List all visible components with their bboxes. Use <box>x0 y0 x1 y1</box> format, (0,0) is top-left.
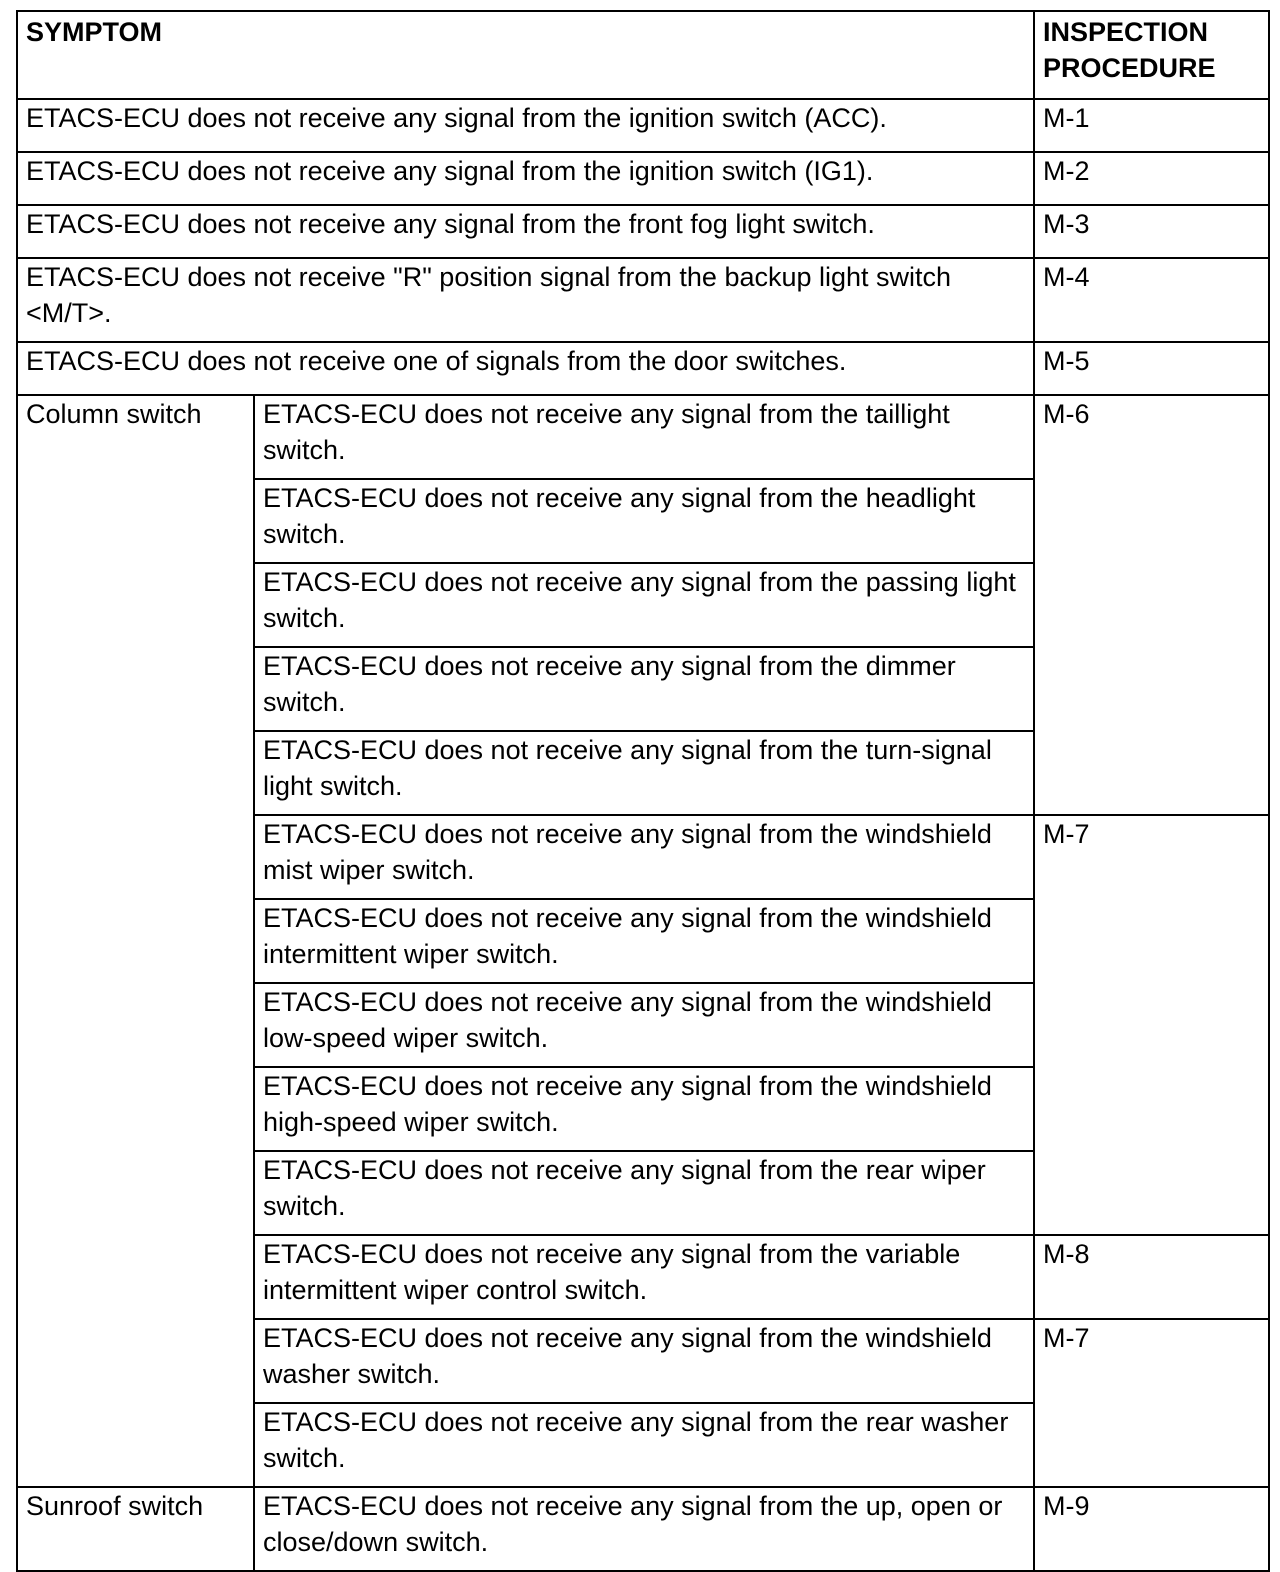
procedure-cell: M-1 <box>1034 99 1269 152</box>
procedure-cell: M-6 <box>1034 395 1269 815</box>
table-row <box>17 342 1269 395</box>
procedure-cell: M-2 <box>1034 152 1269 205</box>
symptom-cell: ETACS-ECU does not receive any signal from the up, open or close/down switch. <box>254 1487 1034 1571</box>
table-row <box>17 1487 1269 1571</box>
table-row <box>17 258 1269 342</box>
symptom-table <box>16 10 1270 1572</box>
symptom-cell: ETACS-ECU does not receive any signal from the windshield high-speed wiper switch. <box>254 1067 1034 1151</box>
symptom-cell: ETACS-ECU does not receive any signal from the windshield mist wiper switch. <box>254 815 1034 899</box>
procedure-cell: M-8 <box>1034 1235 1269 1319</box>
procedure-cell: M-5 <box>1034 342 1269 395</box>
symptom-cell: ETACS-ECU does not receive any signal from the windshield washer switch. <box>254 1319 1034 1403</box>
column-switch-label: Column switch <box>17 395 254 1487</box>
symptom-cell: ETACS-ECU does not receive any signal from the passing light switch. <box>254 563 1034 647</box>
procedure-header: INSPECTION PROCEDURE <box>1034 11 1269 99</box>
symptom-cell: ETACS-ECU does not receive any signal from the headlight switch. <box>254 479 1034 563</box>
table-row <box>17 152 1269 205</box>
table-row <box>17 205 1269 258</box>
table-row <box>17 99 1269 152</box>
symptom-cell: ETACS-ECU does not receive any signal from the ignition switch (ACC). <box>17 99 1034 152</box>
procedure-cell: M-7 <box>1034 1319 1269 1487</box>
symptom-cell: ETACS-ECU does not receive any signal from the taillight switch. <box>254 395 1034 479</box>
table-row <box>17 395 1269 479</box>
procedure-cell: M-4 <box>1034 258 1269 342</box>
header-row <box>17 11 1269 99</box>
symptom-header: SYMPTOM <box>17 11 1034 99</box>
symptom-cell: ETACS-ECU does not receive any signal from the dimmer switch. <box>254 647 1034 731</box>
symptom-cell: ETACS-ECU does not receive any signal from the rear wiper switch. <box>254 1151 1034 1235</box>
procedure-cell: M-7 <box>1034 815 1269 1235</box>
symptom-cell: ETACS-ECU does not receive one of signals from the door switches. <box>17 342 1034 395</box>
symptom-cell: ETACS-ECU does not receive any signal from the windshield intermittent wiper switch. <box>254 899 1034 983</box>
symptom-cell: ETACS-ECU does not receive "R" position signal from the backup light switch <M/T>. <box>17 258 1034 342</box>
procedure-cell: M-3 <box>1034 205 1269 258</box>
symptom-cell: ETACS-ECU does not receive any signal from the rear washer switch. <box>254 1403 1034 1487</box>
symptom-cell: ETACS-ECU does not receive any signal from the variable intermittent wiper control switch. <box>254 1235 1034 1319</box>
symptom-cell: ETACS-ECU does not receive any signal from the windshield low-speed wiper switch. <box>254 983 1034 1067</box>
symptom-cell: ETACS-ECU does not receive any signal from the front fog light switch. <box>17 205 1034 258</box>
symptom-cell: ETACS-ECU does not receive any signal from the ignition switch (IG1). <box>17 152 1034 205</box>
symptom-cell: ETACS-ECU does not receive any signal from the turn-signal light switch. <box>254 731 1034 815</box>
procedure-cell: M-9 <box>1034 1487 1269 1571</box>
sunroof-switch-label: Sunroof switch <box>17 1487 254 1571</box>
